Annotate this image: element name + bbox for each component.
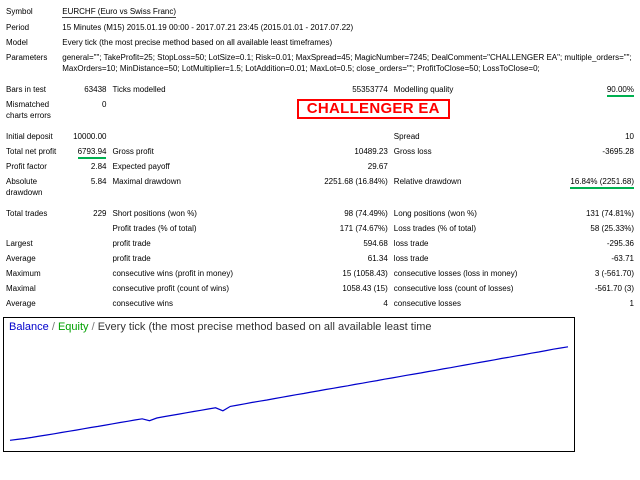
label-maximum: Maximum (6, 269, 41, 278)
spacer-cell-10 (59, 296, 109, 311)
value-relative-drawdown (542, 174, 638, 200)
relative-drawdown-text: 16.84% (2251.68) (570, 177, 634, 189)
chart-plot-area (4, 338, 574, 451)
label-average-consecutive-losses: consecutive losses (393, 299, 461, 308)
table-row (3, 236, 637, 251)
value-largest-profit-trade: 594.68 (363, 239, 388, 248)
legend-equity: Equity (57, 321, 89, 333)
row-period (3, 20, 637, 35)
label-average-loss-trade: loss trade (393, 254, 429, 263)
report-table (3, 4, 637, 311)
row-model (3, 35, 637, 50)
value-initial-deposit: 10000.00 (73, 132, 107, 141)
value-average-profit-trade: 61.34 (367, 254, 388, 263)
legend-separator-2: / (91, 321, 95, 333)
label-modelling-quality: Modelling quality (393, 85, 454, 94)
label-gross-loss: Gross loss (393, 147, 432, 156)
legend-model-description: Every tick (the most precise method based on all available least time (97, 321, 432, 333)
value-profit-trades: 171 (74.67%) (339, 224, 388, 233)
spacer-cell-9 (59, 281, 109, 296)
spacer-cell-2 (280, 129, 391, 144)
label-ticks-modelled: Ticks modelled (112, 85, 166, 94)
value-symbol (59, 4, 637, 20)
value-average-loss-trade: -63.71 (611, 254, 634, 263)
value-loss-trades: 58 (25.33%) (590, 224, 634, 233)
value-largest-loss-trade: -295.36 (606, 239, 634, 248)
row-initial-deposit (3, 129, 637, 144)
row-total-net-profit (3, 144, 637, 159)
row-bars-in-test (3, 82, 637, 97)
value-gross-profit: 10489.23 (354, 147, 388, 156)
value-maximal-drawdown: 2251.68 (16.84%) (324, 177, 388, 186)
total-net-profit-text: 6793.94 (78, 147, 107, 159)
label-loss-trades: Loss trades (% of total) (393, 224, 477, 233)
label-initial-deposit: Initial deposit (6, 132, 53, 141)
value-bars-in-test: 63438 (84, 85, 107, 94)
label-symbol: Symbol (6, 7, 33, 16)
value-mismatched-errors: 0 (102, 100, 107, 109)
modelling-quality-text: 90.00% (607, 85, 634, 97)
label-model: Model (6, 38, 28, 47)
label-average: Average (6, 254, 36, 263)
label-max-consecutive-losses: consecutive losses (loss in money) (393, 269, 518, 278)
value-long-positions: 131 (74.81%) (585, 209, 634, 218)
row-total-trades (3, 206, 637, 221)
value-short-positions: 98 (74.49%) (344, 209, 388, 218)
row-absolute-drawdown (3, 174, 637, 200)
label-total-trades: Total trades (6, 209, 48, 218)
value-profit-factor: 2.84 (90, 162, 107, 171)
label-average-consecutive-wins: consecutive wins (112, 299, 173, 308)
value-ticks-modelled: 55353774 (352, 85, 388, 94)
row-symbol (3, 4, 637, 20)
label-largest-profit-trade: profit trade (112, 239, 151, 248)
value-average-consecutive-wins: 4 (383, 299, 388, 308)
table-row (3, 296, 637, 311)
label-gross-profit: Gross profit (112, 147, 154, 156)
spacer-cell-5 (59, 221, 109, 236)
label-period: Period (6, 23, 30, 32)
label-maximal-drawdown: Maximal drawdown (112, 177, 181, 186)
label-expected-payoff: Expected payoff (112, 162, 170, 171)
label-average-profit-trade: profit trade (112, 254, 151, 263)
value-expected-payoff: 29.67 (367, 162, 388, 171)
value-spread: 10 (625, 132, 634, 141)
label-short-positions: Short positions (won %) (112, 209, 197, 218)
legend-separator-1: / (51, 321, 55, 333)
value-period: 15 Minutes (M15) 2015.01.19 00:00 - 2017.07.21 23:45 (2015.01.01 - 2017.07.22) (62, 23, 354, 32)
equity-curve-svg (4, 338, 574, 451)
label-absolute-drawdown: Absolute drawdown (6, 177, 43, 197)
table-row (3, 281, 637, 296)
label-relative-drawdown: Relative drawdown (393, 177, 462, 186)
value-total-trades: 229 (93, 209, 107, 218)
label-parameters: Parameters (6, 53, 48, 62)
label-max-consecutive-wins: consecutive wins (profit in money) (112, 269, 233, 278)
chart-legend (4, 318, 574, 333)
spacer-cell-6 (59, 236, 109, 251)
value-gross-loss: -3695.28 (602, 147, 634, 156)
symbol-text: EURCHF (Euro vs Swiss Franc) (62, 7, 177, 16)
value-total-net-profit (59, 144, 109, 159)
spacer-cell-1 (109, 129, 280, 144)
label-maximal-consecutive-profit: consecutive profit (count of wins) (112, 284, 229, 293)
value-modelling-quality (542, 82, 638, 97)
label-total-net-profit: Total net profit (6, 147, 57, 156)
label-largest-loss-trade: loss trade (393, 239, 429, 248)
label-profit-trades: Profit trades (% of total) (112, 224, 197, 233)
label-maximal: Maximal (6, 284, 36, 293)
value-average-consecutive-losses: 1 (629, 299, 634, 308)
spacer-cell-7 (59, 251, 109, 266)
label-blank-1 (3, 221, 59, 236)
label-bars-in-test: Bars in test (6, 85, 47, 94)
value-maximal-consecutive-loss: -561.70 (3) (594, 284, 634, 293)
label-spread: Spread (393, 132, 420, 141)
table-row (3, 266, 637, 281)
spacer-cell-3 (391, 159, 542, 174)
label-maximal-consecutive-loss: consecutive loss (count of losses) (393, 284, 514, 293)
legend-balance: Balance (9, 321, 49, 333)
row-profit-factor (3, 159, 637, 174)
table-row (3, 251, 637, 266)
value-maximal-consecutive-profit: 1058.43 (15) (342, 284, 388, 293)
value-model: Every tick (the most precise method based on all available least timeframes) (62, 38, 333, 47)
balance-equity-chart (3, 317, 575, 452)
value-max-consecutive-losses: 3 (-561.70) (594, 269, 634, 278)
value-parameters: general=""; TakeProfit=25; StopLoss=50; LotSize=0.1; Risk=0.01; MaxSpread=45; MagicNumber=7245; DealComment="CHALLENGER EA"; multiple_orders=""; MaxOrders=10; MinDistance=50; LotMultiplier=1.5; LotAddition=0.01; MaxLot=0.5; close_orders=""; ProfitToClose=50; LossToClose=0; (62, 53, 632, 73)
spacer-cell-8 (59, 266, 109, 281)
value-max-consecutive-wins: 15 (1058.43) (342, 269, 388, 278)
spacer-cell-4 (542, 159, 638, 174)
table-row (3, 221, 637, 236)
value-absolute-drawdown: 5.84 (90, 177, 107, 186)
label-mismatched-errors: Mismatched charts errors (6, 100, 51, 120)
row-parameters (3, 50, 637, 76)
label-average-2: Average (6, 299, 36, 308)
banner-cell (109, 97, 637, 123)
label-profit-factor: Profit factor (6, 162, 47, 171)
row-mismatched-errors (3, 97, 637, 123)
label-long-positions: Long positions (won %) (393, 209, 477, 218)
challenger-ea-banner: CHALLENGER EA (297, 99, 450, 119)
label-largest: Largest (6, 239, 33, 248)
